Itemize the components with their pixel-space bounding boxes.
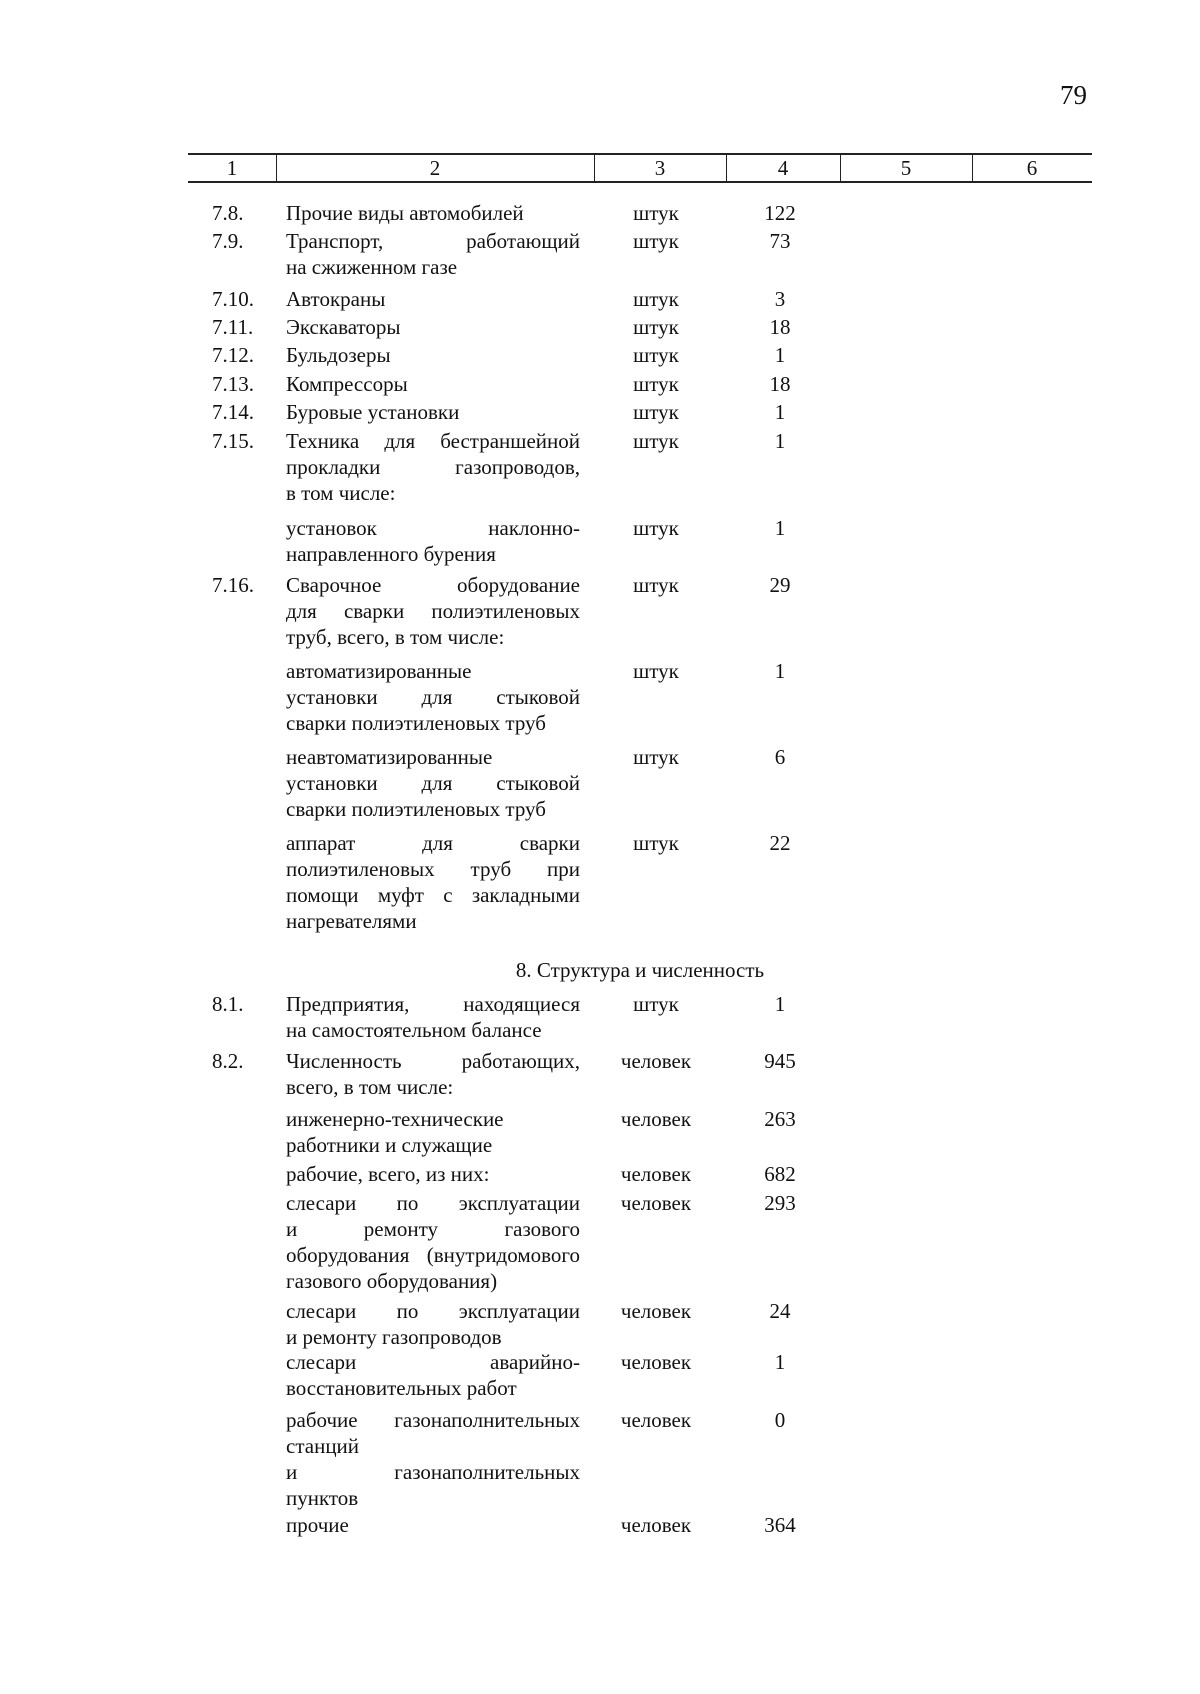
page-number: 79 [1060,80,1087,110]
row-number: 7.13. [212,372,254,396]
row-value: 3 [774,287,786,311]
row-name [286,1407,580,1511]
column-header-1: 1 [226,156,238,180]
row-number: 7.14. [212,400,254,424]
row-name-line: установки для стыковой [286,771,580,795]
row-name [286,342,580,368]
row-unit: штук [633,429,679,453]
row-number: 7.11. [212,315,254,339]
row-unit: штук [633,659,679,683]
column-header-4: 4 [777,156,789,180]
row-value: 22 [769,831,791,855]
row-value: 1 [774,1350,786,1374]
row-name-line: и ремонту газового [286,1217,580,1241]
row-number: 8.1. [212,992,244,1016]
row-value: 24 [769,1299,791,1323]
column-header-6: 6 [1026,156,1038,180]
row-name-line: и газонаполнительных [286,1460,580,1484]
row-value: 1 [774,516,786,540]
row-name-line: для сварки полиэтиленовых [286,599,580,623]
row-unit: штук [633,343,679,367]
row-name-line: прокладки газопроводов, [286,455,580,479]
row-value: 73 [769,229,791,253]
row-name-line: на самостоятельном балансе [286,1018,542,1042]
row-name-line: слесари по эксплуатации [286,1191,580,1215]
row-unit: человек [620,1049,692,1073]
row-name-line: полиэтиленовых труб при [286,857,580,881]
row-unit: штук [633,287,679,311]
row-number: 7.15. [212,429,254,453]
row-number: 7.16. [212,573,254,597]
row-name-line: прочие [286,1513,349,1537]
row-name-line: в том числе: [286,481,396,505]
row-unit: штук [633,516,679,540]
row-value: 18 [769,315,791,339]
row-name-line: Автокраны [286,287,386,311]
row-unit: штук [633,201,679,225]
row-name-line: всего, в том числе: [286,1075,454,1099]
row-name-line: Экскаваторы [286,315,401,339]
row-value: 122 [764,201,796,225]
row-value: 945 [764,1049,796,1073]
row-name [286,830,580,934]
row-name-line: газового оборудования) [286,1269,498,1293]
row-name-line: Техника для бестраншейной [286,429,580,453]
row-value: 364 [764,1513,796,1537]
row-name [286,744,580,822]
row-value: 0 [774,1408,786,1432]
row-value: 29 [769,573,791,597]
row-value: 293 [764,1191,796,1215]
row-unit: штук [633,400,679,424]
row-value: 1 [774,659,786,683]
row-name-line: нагревателями [286,909,417,933]
row-name-line: станций [286,1434,360,1458]
row-name-line: Предприятия, находящиеся [286,992,580,1016]
row-name-line: Транспорт, работающий [286,229,580,253]
section-title: 8. Структура и численность [515,958,765,982]
row-name-line: автоматизированные [286,659,472,683]
row-name-line: Прочие виды автомобилей [286,201,524,225]
row-name-line: работники и служащие [286,1133,493,1157]
row-value: 263 [764,1107,796,1131]
row-unit: штук [633,315,679,339]
row-unit: человек [620,1408,692,1432]
row-value: 1 [774,429,786,453]
row-name [286,658,580,736]
row-name-line: помощи муфт с закладными [286,883,580,907]
row-name-line: неавтоматизированные [286,745,493,769]
row-unit: человек [620,1162,692,1186]
row-name-line: труб, всего, в том числе: [286,625,505,649]
row-name [286,1161,580,1187]
row-value: 682 [764,1162,796,1186]
row-unit: человек [620,1191,692,1215]
column-header-row [188,153,1092,183]
row-value: 1 [774,992,786,1016]
column-header-2: 2 [429,156,441,180]
row-unit: штук [633,372,679,396]
row-name [286,991,580,1043]
row-value: 6 [774,745,786,769]
row-name [286,228,580,280]
row-name-line: восстановительных работ [286,1376,517,1400]
row-name-line: рабочие газонаполнительных [286,1408,580,1432]
row-name-line: сварки полиэтиленовых труб [286,797,546,821]
row-name [286,399,580,425]
row-number: 7.8. [212,201,244,225]
column-header-5: 5 [900,156,912,180]
row-name [286,428,580,506]
row-name-line: оборудования (внутридомового [286,1243,580,1267]
row-unit: штук [633,573,679,597]
row-number: 7.9. [212,229,244,253]
row-name-line: направленного бурения [286,542,496,566]
row-name [286,1512,580,1538]
column-header-3: 3 [654,156,666,180]
row-name [286,371,580,397]
row-name-line: и ремонту газопроводов [286,1325,502,1349]
row-name-line: слесари по эксплуатации [286,1299,580,1323]
row-value: 1 [774,400,786,424]
row-unit: штук [633,831,679,855]
row-name [286,572,580,650]
row-name-line: рабочие, всего, из них: [286,1162,490,1186]
row-name-line: Компрессоры [286,372,408,396]
row-name-line: слесари аварийно- [286,1350,580,1374]
row-name [286,1190,580,1294]
row-name [286,286,580,312]
row-name-line: сварки полиэтиленовых труб [286,711,546,735]
row-name [286,1048,580,1100]
row-name-line: Буровые установки [286,400,460,424]
row-unit: человек [620,1107,692,1131]
row-name-line: Численность работающих, [286,1049,580,1073]
row-number: 7.10. [212,287,254,311]
row-value: 1 [774,343,786,367]
row-number: 7.12. [212,343,254,367]
row-unit: человек [620,1350,692,1374]
row-name [286,314,580,340]
row-name [286,200,580,226]
row-name-line: аппарат для сварки [286,831,580,855]
row-name [286,515,580,567]
row-value: 18 [769,372,791,396]
row-name-line: пунктов [286,1486,359,1510]
row-unit: человек [620,1299,692,1323]
row-name [286,1298,580,1350]
row-name [286,1349,580,1401]
row-unit: человек [620,1513,692,1537]
row-name-line: установок наклонно- [286,516,580,540]
row-name-line: на сжиженном газе [286,255,458,279]
row-unit: штук [633,745,679,769]
row-name-line: Бульдозеры [286,343,391,367]
row-name-line: инженерно-технические [286,1107,504,1131]
row-name-line: Сварочное оборудование [286,573,580,597]
row-name [286,1106,580,1158]
row-name-line: установки для стыковой [286,685,580,709]
row-unit: штук [633,992,679,1016]
row-unit: штук [633,229,679,253]
row-number: 8.2. [212,1049,244,1073]
